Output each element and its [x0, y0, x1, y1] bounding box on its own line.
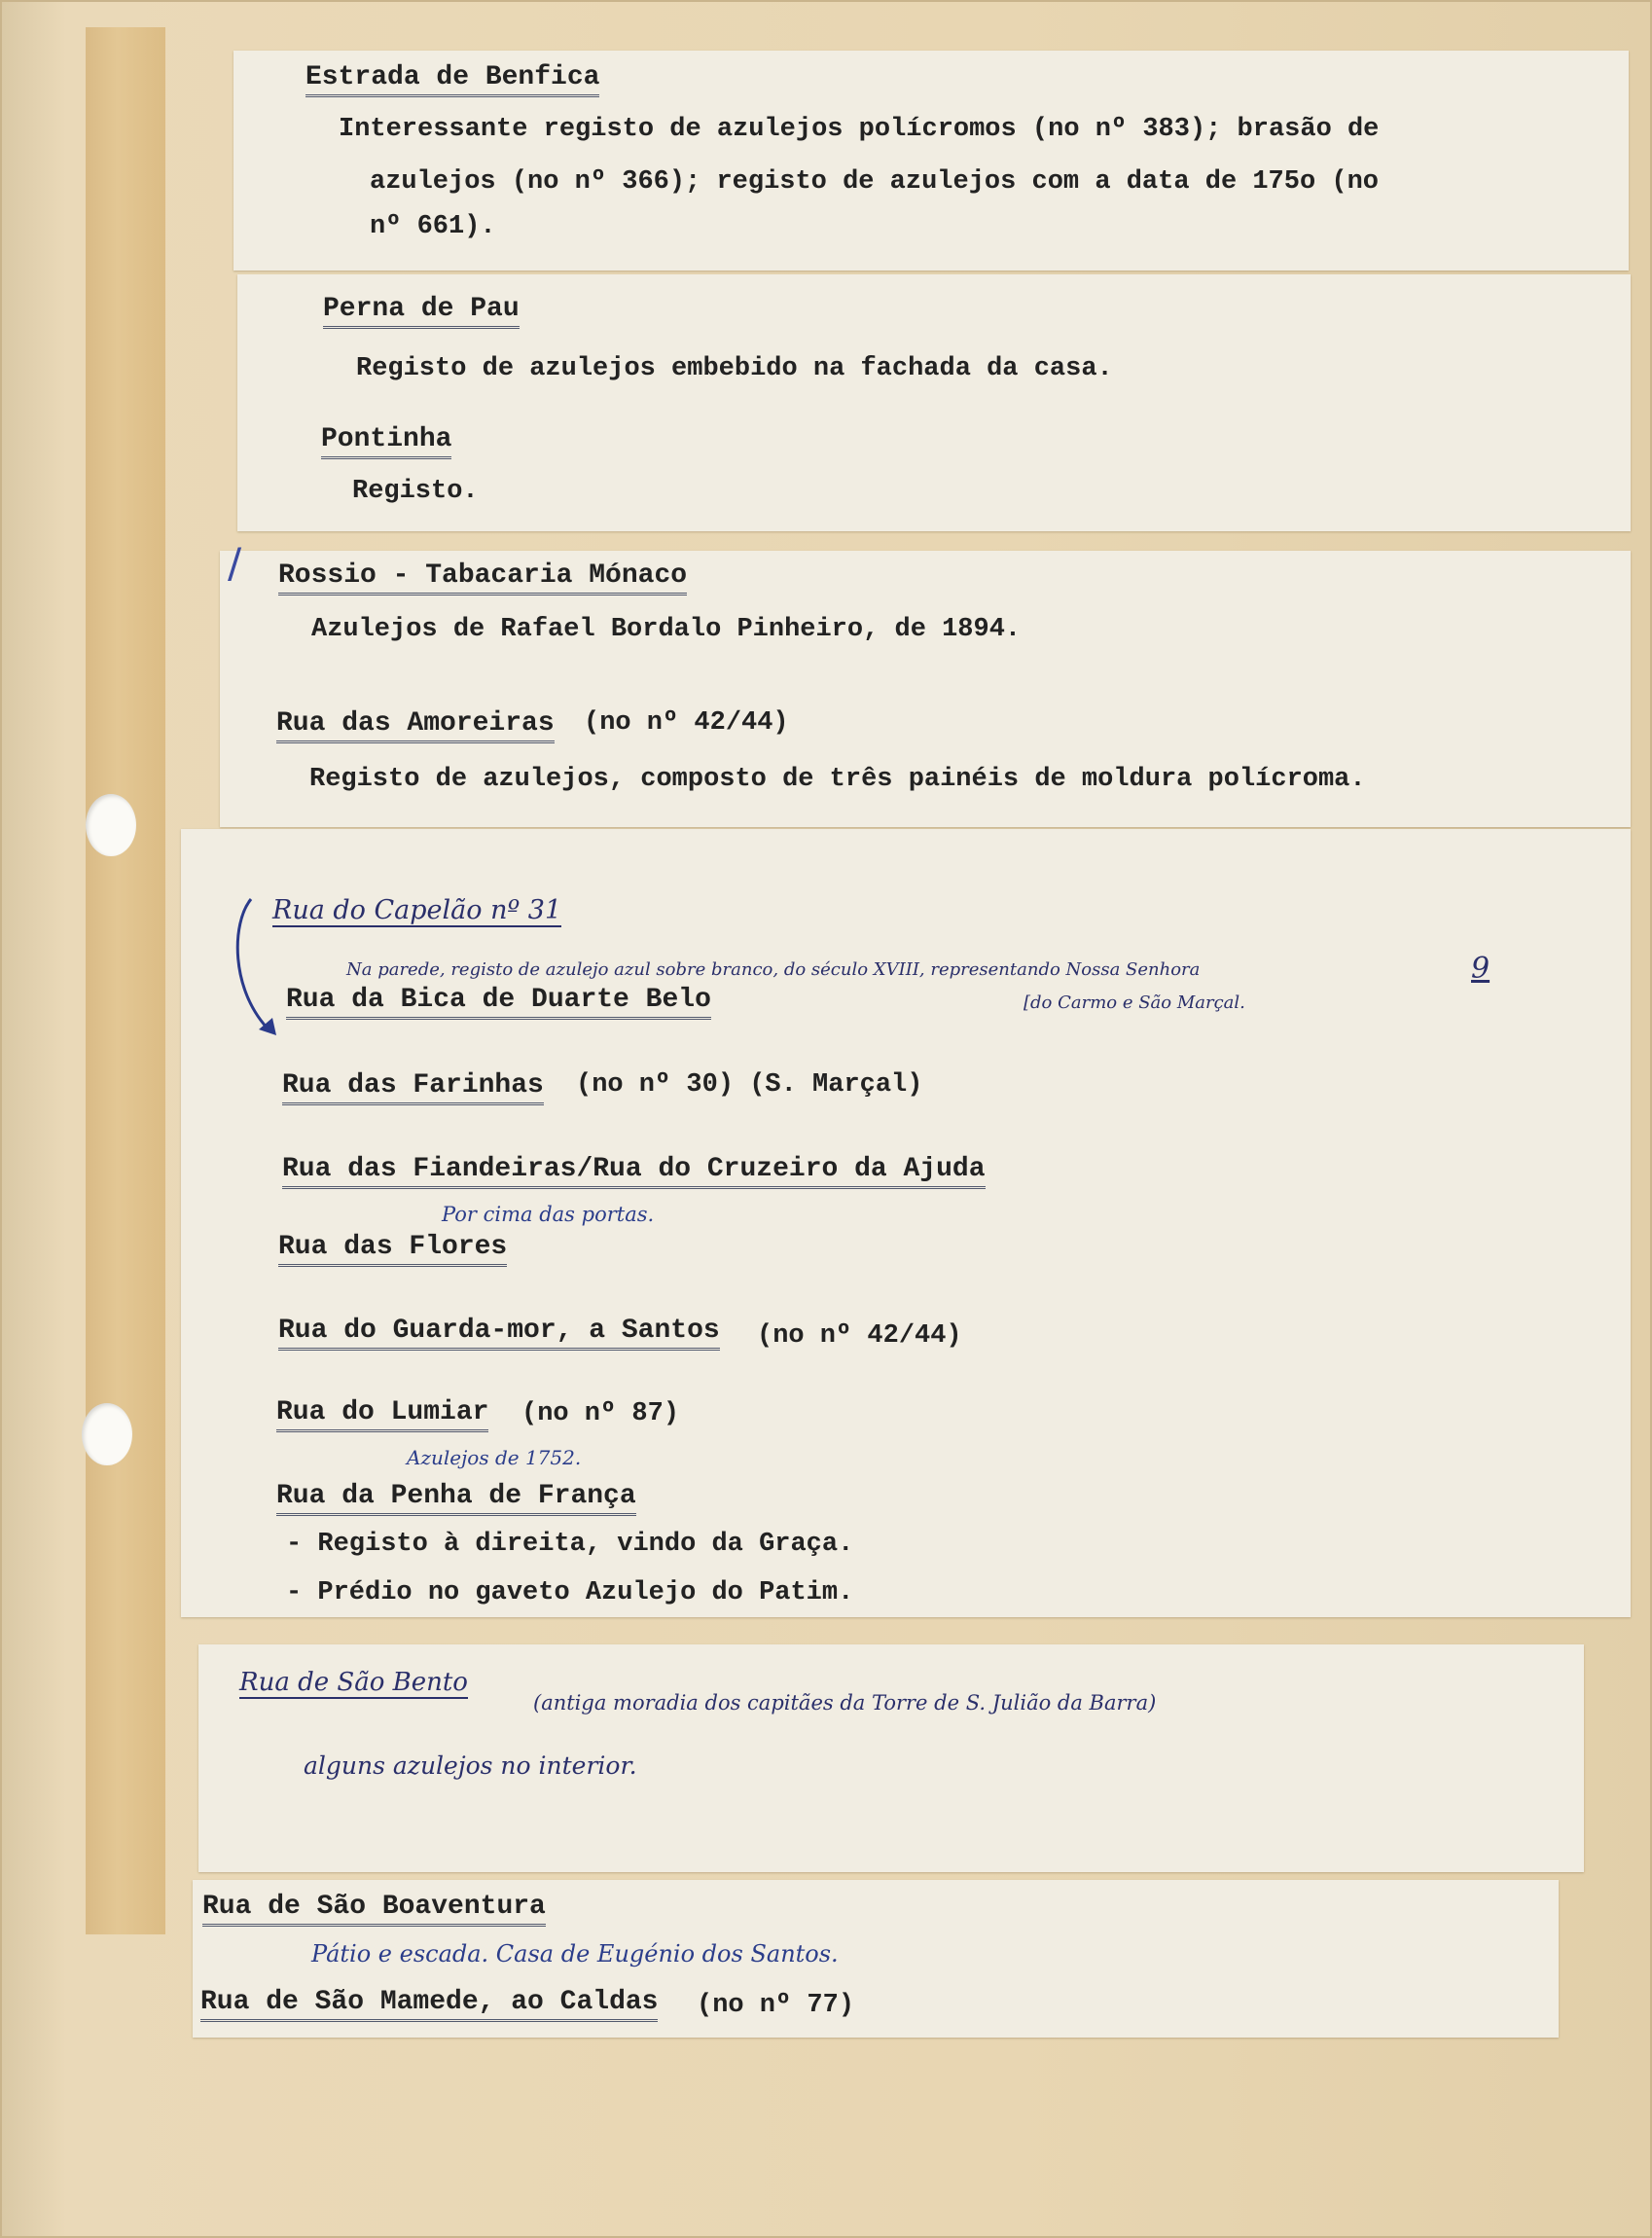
handwritten-note: Na parede, registo de azulejo azul sobre branco, do século XVIII, representando Nossa Senhora	[346, 959, 1201, 980]
entry-title-rua-penha: Rua da Penha de França	[276, 1481, 636, 1516]
entry-text: Azulejos de Rafael Bordalo Pinheiro, de 1894.	[311, 615, 1022, 644]
handwritten-number: 9	[1471, 952, 1490, 986]
list-item: - Registo à direita, vindo da Graça.	[286, 1530, 854, 1559]
entry-title-estrada-benfica: Estrada de Benfica	[305, 62, 599, 97]
handwritten-note: (antiga moradia dos capitães da Torre de S. Julião da Barra)	[533, 1691, 1157, 1715]
handwritten-note: Por cima das portas.	[442, 1203, 655, 1226]
entry-title-rua-sao-mamede: Rua de São Mamede, ao Caldas	[200, 1987, 658, 2022]
entry-title-rua-sao-boaventura: Rua de São Boaventura	[202, 1892, 546, 1927]
entry-text-line: nº 661).	[370, 212, 496, 241]
punch-hole	[86, 794, 136, 856]
entry-title-rossio: Rossio - Tabacaria Mónaco	[278, 560, 687, 596]
handwritten-note: alguns azulejos no interior.	[304, 1751, 637, 1780]
entry-suffix: (no nº 42/44)	[757, 1321, 962, 1351]
adhesive-tape	[86, 27, 165, 1934]
entry-suffix: (no nº 30) (S. Marçal)	[576, 1070, 923, 1100]
arrow-icon	[230, 893, 288, 1049]
entry-title-rua-flores: Rua das Flores	[278, 1232, 507, 1267]
entry-title-rua-farinhas: Rua das Farinhas	[282, 1070, 544, 1105]
entry-suffix: (no nº 42/44)	[584, 708, 789, 738]
entry-suffix: (no nº 87)	[521, 1399, 680, 1428]
entry-title-rua-amoreiras: Rua das Amoreiras	[276, 708, 555, 743]
list-item: - Prédio no gaveto Azulejo do Patim.	[286, 1578, 854, 1607]
handwritten-note: Azulejos de 1752.	[407, 1446, 582, 1469]
entry-text: Registo de azulejos, composto de três painéis de moldura polícroma.	[309, 765, 1366, 794]
entry-suffix: (no nº 77)	[697, 1991, 855, 2020]
entry-text-line: Interessante registo de azulejos polícromos (no nº 383); brasão de	[339, 115, 1380, 144]
entry-title-perna-de-pau: Perna de Pau	[323, 294, 520, 329]
entry-title-rua-lumiar: Rua do Lumiar	[276, 1397, 488, 1432]
check-mark: /	[228, 539, 242, 587]
punch-hole	[82, 1403, 132, 1465]
handwritten-title-rua-sao-bento: Rua de São Bento	[239, 1668, 468, 1697]
entry-title-rua-fiandeiras: Rua das Fiandeiras/Rua do Cruzeiro da Ajuda	[282, 1154, 986, 1189]
handwritten-title-rua-capelao: Rua do Capelão nº 31	[272, 895, 562, 925]
entry-text: Registo.	[352, 477, 479, 506]
entry-text-line: azulejos (no nº 366); registo de azulejos com a data de 175o (no	[370, 167, 1379, 197]
handwritten-note: Pátio e escada. Casa de Eugénio dos Santos.	[311, 1940, 839, 1967]
entry-title-rua-guarda-mor: Rua do Guarda-mor, a Santos	[278, 1316, 720, 1351]
entry-title-pontinha: Pontinha	[321, 424, 451, 459]
entry-title-rua-bica: Rua da Bica de Duarte Belo	[286, 985, 711, 1020]
entry-text: Registo de azulejos embebido na fachada da casa.	[356, 354, 1113, 383]
handwritten-note: [do Carmo e São Marçal.	[1024, 993, 1245, 1013]
